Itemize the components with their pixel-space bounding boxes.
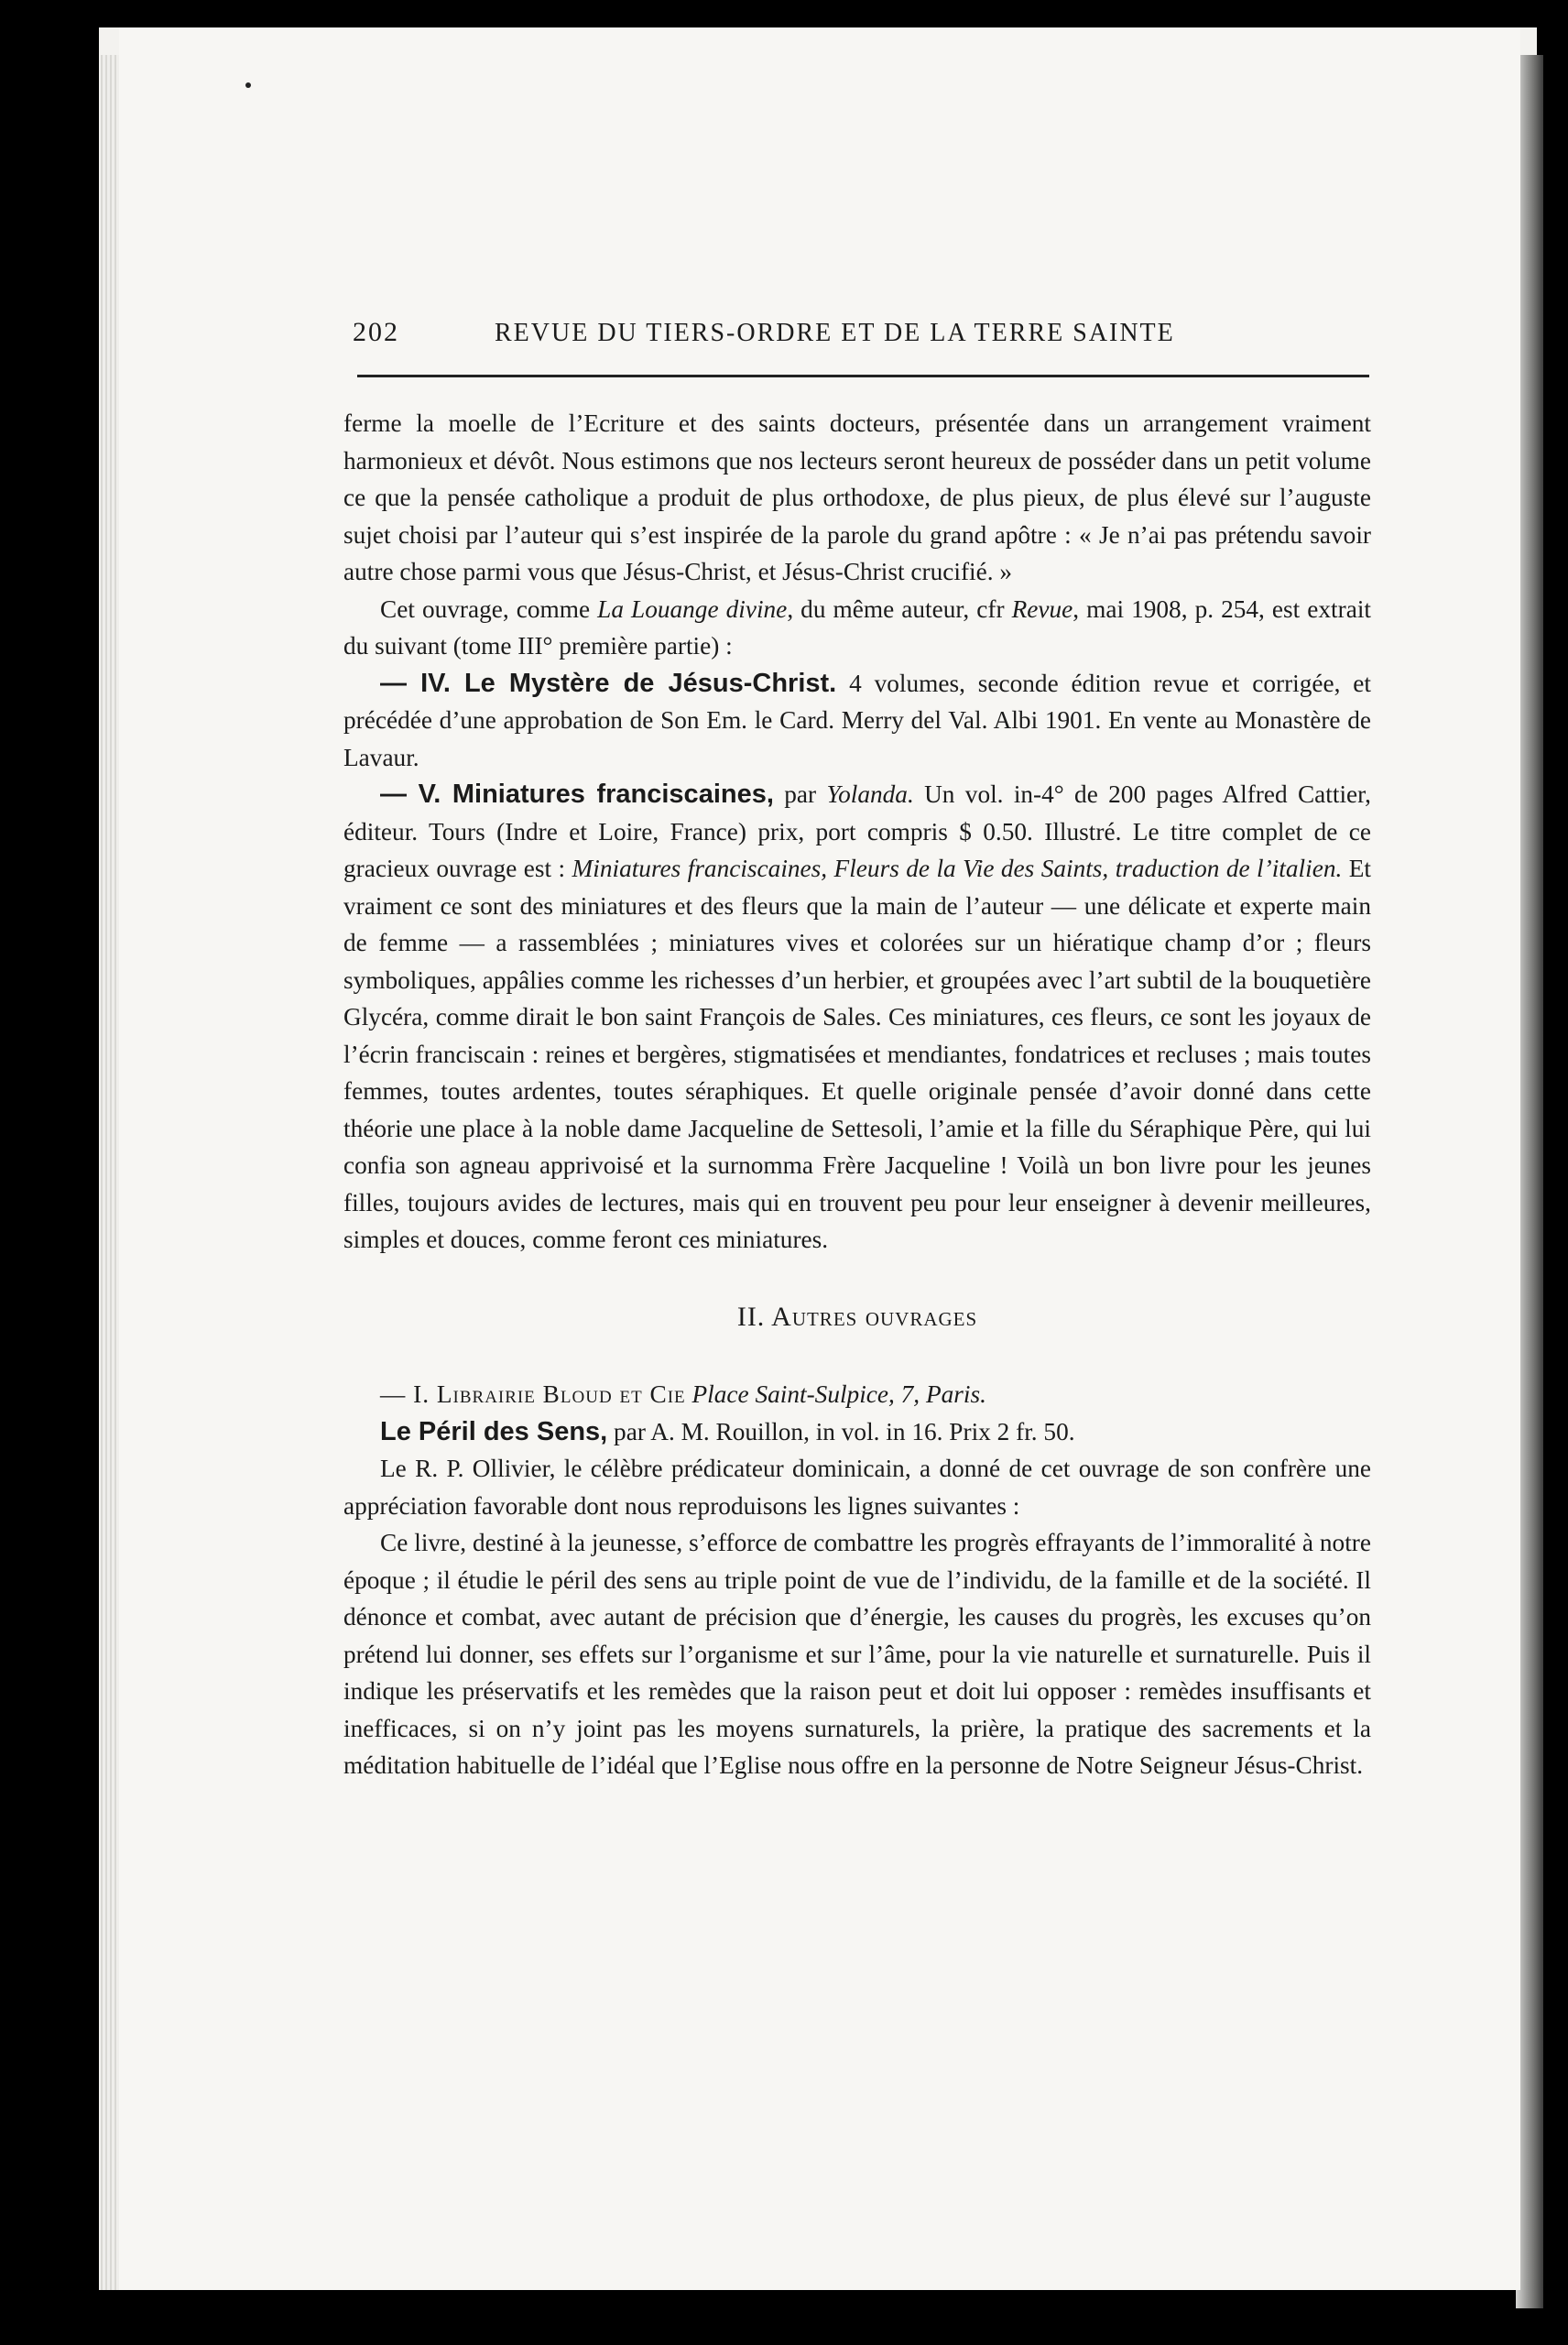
text-run: Cet ouvrage, comme xyxy=(380,594,598,623)
header-rule xyxy=(357,375,1369,377)
text-run: , mai 1908, p. 254, est extrait du suivant (tome III° première partie) : xyxy=(343,594,1372,660)
running-head xyxy=(353,317,1369,361)
book-title: Le Péril des Sens, xyxy=(380,1416,608,1446)
section-heading: II. Autres ouvrages xyxy=(736,1301,978,1332)
text-run: , du même auteur, cfr xyxy=(787,594,1012,623)
paragraph-item-iv xyxy=(343,665,1371,777)
item-iv-title: — IV. Le Mystère de Jésus-Christ. xyxy=(380,668,837,698)
journal-title-italic: Revue xyxy=(1011,594,1073,623)
paragraph-continuation: ferme la moelle de l’Ecriture et des saints docteurs, présentée dans un arrangement vraiment harmonieux et dévôt. Nous estimons que nos lecteurs seront heureux de posséder dans un petit volume ce que la pensée catholique a produit de plus orthodoxe, de plus pieux, de plus élevé sur l’auguste sujet choisi par l’auteur qui s’est inspirée de la parole du grand apôtre : « Je n’ai pas prétendu savoir autre chose parmi vous que Jésus-Christ, et Jésus-Christ crucifié. » xyxy=(343,409,1371,585)
text-run: Un vol. in-4° de 200 pages Alfred Cattier, éditeur. Tours (Indre et Loire, France) prix, port compris $ 0.50. Illustré. Le titre complet de ce gracieux ouvrage est : xyxy=(343,780,1371,882)
paragraph-reference xyxy=(343,591,1371,665)
running-title: REVUE DU TIERS-ORDRE ET DE LA TERRE SAINTE xyxy=(495,319,1175,347)
paragraph-item-v xyxy=(343,776,1371,1259)
text-run: par A. M. Rouillon, in vol. in 16. Prix 2 fr. 50. xyxy=(607,1417,1075,1445)
book-title-italic: La Louange divine xyxy=(597,594,788,623)
dust-speck xyxy=(245,82,251,88)
author-italic: Yolanda. xyxy=(826,780,914,808)
publisher-address: Place Saint-Sulpice, 7, Paris. xyxy=(691,1380,986,1408)
imprint-line xyxy=(343,1376,1371,1413)
paragraph-appreciation-intro: Le R. P. Ollivier, le célèbre prédicateur dominicain, a donné de cet ouvrage de son confrère une appréciation favorable dont nous reproduisons les lignes suivantes : xyxy=(343,1455,1371,1520)
publisher-name: — I. Librairie Bloud et Cie xyxy=(380,1380,686,1408)
page-number: 202 xyxy=(353,317,399,347)
text-run: 4 volumes, seconde édition revue et corrigée, et précédée d’une approbation de Son Em. le Card. Merry del Val. Albi 1901. En vente au Monastère de Lavaur. xyxy=(343,669,1372,771)
text-run: par xyxy=(773,780,827,808)
paragraph-quotation: Ce livre, destiné à la jeunesse, s’efforce de combattre les progrès effrayants de l’immoralité à notre époque ; il étudie le péril des sens au triple point de vue de l’individu, de la famille et de la société. Il dénonce et combat, avec autant de précision que d’énergie, les causes du progrès, les excuses qu’on prétend lui donner, ses effets sur l’organisme et sur l’âme, pour la vie naturelle et surnaturelle. Puis il indique les préservatifs et les remèdes que la raison peut et doit lui opposer : remèdes insuffisants et inefficaces, si on n’y joint pas les moyens surnaturels, la prière, la pratique des sacrements et la méditation habituelle de l’idéal que l’Eglise nous offre en la personne de Notre Seigneur Jésus-Christ. xyxy=(343,1529,1371,1779)
full-title-italic: Miniatures franciscaines, Fleurs de la Vie des Saints, traduction de l’italien. xyxy=(572,855,1343,882)
paragraph-book-entry xyxy=(343,1413,1371,1451)
page-edges-left xyxy=(101,55,121,2290)
text-run: Et vraiment ce sont des miniatures et des fleurs que la main de l’auteur — une délicate et experte main de femme — a rassemblées ; miniatures vives et colorées sur un hiératique champ d’or ; fleurs symboliques, appâlies comme les richesses d’un herbier, et groupées avec l’art subtil de la bouquetière Glycéra, comme dirait le bon saint François de Sales. Ces miniatures, ces fleurs, ce sont les joyaux de l’écrin franciscain : reines et bergères, stigmatisées et mendiantes, fondatrices et recluses ; mais toutes femmes, toutes ardentes, toutes séraphiques. Et quelle originale pensée d’avoir donné dans cette théorie une place à la noble dame Jacqueline de Settesoli, l’amie et la fille du Séraphique Père, qui lui confia son agneau apprivoisé et la surnomma Frère Jacqueline ! Voilà un bon livre pour les jeunes filles, toujours avides de lectures, mais qui en trouvent peu pour leur enseigner à devenir meilleures, simples et douces, comme feront ces miniatures. xyxy=(343,855,1371,1253)
item-v-title: — V. Miniatures franciscaines, xyxy=(380,780,774,809)
page-body xyxy=(343,405,1371,1784)
